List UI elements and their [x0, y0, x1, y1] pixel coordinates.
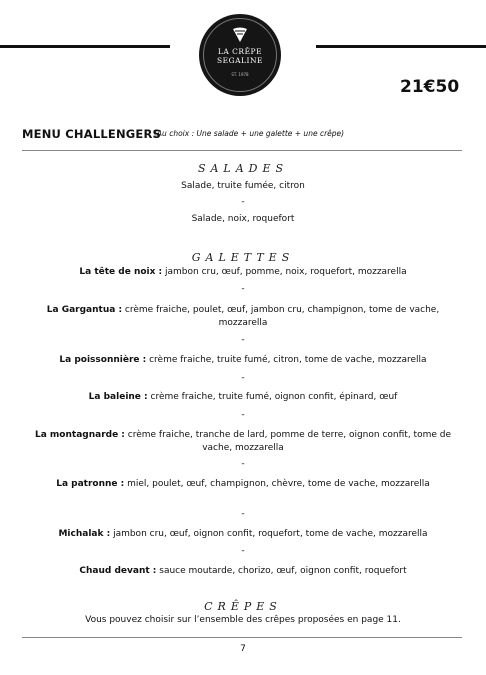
galette-item: [22, 528, 464, 541]
salades-section-title: [22, 157, 464, 176]
galette-item: [22, 429, 464, 455]
menu-note: (Au choix : Une salade + une galette + une crêpe): [154, 129, 345, 138]
galette-name: La patronne :: [56, 479, 125, 489]
galette-item: [22, 304, 464, 330]
galette-description: jambon cru, œuf, oignon confit, roquefort, tome de vache, mozzarella: [110, 529, 428, 539]
header-line-left: [0, 45, 170, 48]
separator: -: [241, 459, 245, 469]
crepes-title: CRÊPES: [204, 600, 282, 613]
galette-name: Michalak :: [58, 529, 111, 539]
galette-item: [22, 354, 464, 367]
salades-title: SALADES: [197, 162, 289, 175]
separator: -: [241, 410, 245, 420]
galette-description: crème fraiche, poulet, œuf, jambon cru, champignon, tome de vache, mozzarella: [122, 305, 440, 328]
salade-item-2: Salade, noix, roquefort: [191, 214, 295, 224]
menu-price: 21€50: [400, 77, 460, 97]
galette-description: crème fraiche, truite fumé, oignon confit, épinard, œuf: [147, 392, 398, 402]
galettes-title: GALETTES: [191, 251, 295, 264]
restaurant-logo: [199, 14, 281, 96]
galette-item: [22, 266, 464, 279]
separator: -: [241, 509, 245, 519]
page-number: 7: [240, 644, 246, 654]
galettes-section-title: [22, 246, 464, 265]
crepes-note: Vous pouvez choisir sur l’ensemble des crêpes proposées en page 11.: [85, 615, 401, 625]
logo-small-text: ST. 1978: [231, 72, 249, 77]
crepe-icon: [230, 26, 250, 44]
header-line-right: [316, 45, 486, 48]
galette-description: sauce moutarde, chorizo, œuf, oignon confit, roquefort: [156, 566, 407, 576]
logo-text-line2: SEGALINE: [216, 56, 263, 65]
crepes-section-title: [22, 595, 464, 614]
section-divider-bottom: [22, 637, 462, 638]
galette-description: jambon cru, œuf, pomme, noix, roquefort, mozzarella: [162, 267, 407, 277]
separator: -: [241, 335, 245, 345]
separator: -: [241, 546, 245, 556]
separator: -: [241, 197, 245, 207]
galette-item: [22, 565, 464, 578]
galette-name: La montagnarde :: [34, 430, 125, 440]
salade-item-1: Salade, truite fumée, citron: [181, 181, 305, 191]
galette-description: miel, poulet, œuf, champignon, chèvre, tome de vache, mozzarella: [124, 479, 430, 489]
galette-name: La baleine :: [88, 392, 148, 402]
logo-text-line1: LA CRÊPE: [217, 47, 263, 56]
galette-description: crème fraiche, truite fumé, citron, tome de vache, mozzarella: [146, 355, 427, 365]
galette-item: [22, 391, 464, 404]
galette-item: [22, 478, 464, 491]
galette-description: crème fraiche, tranche de lard, pomme de terre, oignon confit, tome de vache, mozzarella: [124, 430, 451, 453]
galette-name: La Gargantua :: [46, 305, 123, 315]
galette-name: La poissonnière :: [59, 355, 147, 365]
galette-name: La tête de noix :: [79, 267, 163, 277]
section-divider-top: [22, 150, 462, 151]
separator: -: [241, 373, 245, 383]
galette-name: Chaud devant :: [79, 566, 157, 576]
menu-title: MENU CHALLENGERS: [22, 127, 161, 141]
separator: -: [241, 284, 245, 294]
